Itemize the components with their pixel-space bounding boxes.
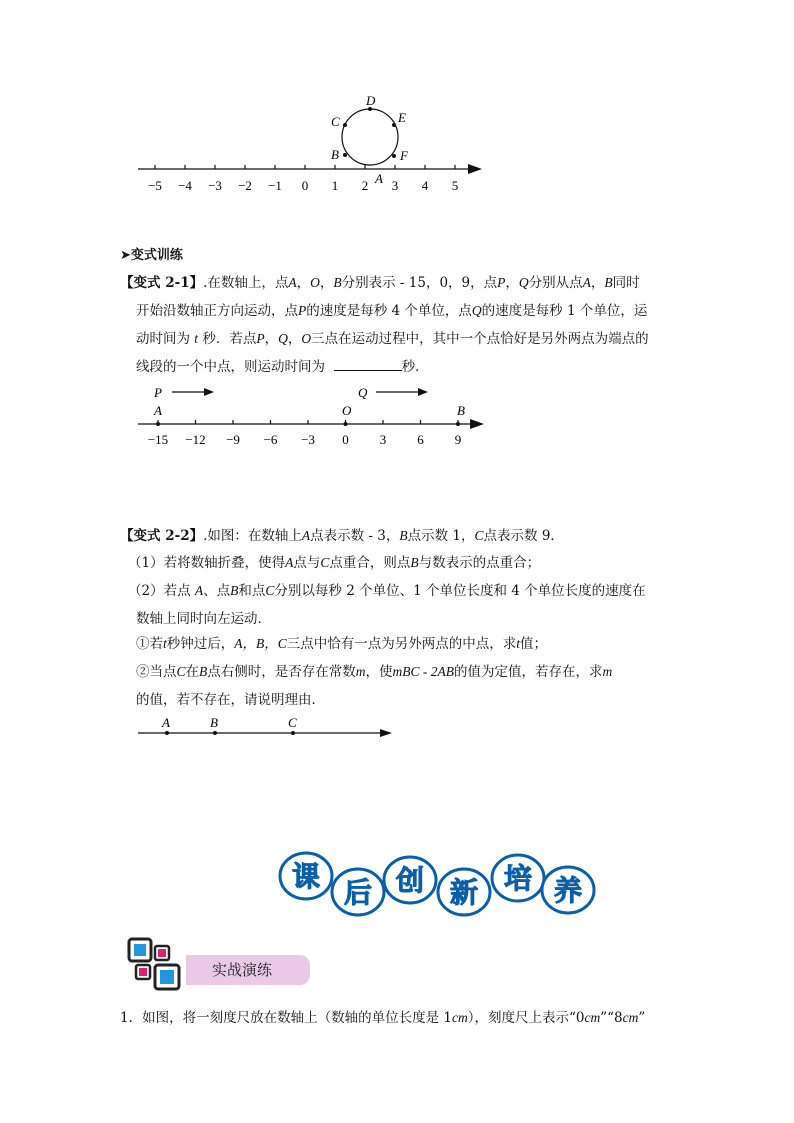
figure-circle-number-line <box>130 92 490 202</box>
section-title: 实战演练 <box>212 961 273 979</box>
label-b: B <box>331 147 339 162</box>
section-logo-icon <box>126 936 182 992</box>
point-c <box>291 731 295 735</box>
tick-point <box>156 422 160 426</box>
q21-line-4: 线段的一个中点，则运动时间为 秒． <box>136 359 429 375</box>
q21-line-3: 动时间为 t 秒．若点P，Q，O三点在运动过程中，其中一个点恰好是另外两点为端点的 <box>136 331 649 347</box>
banner-char: 养 <box>553 876 583 907</box>
point-c <box>343 123 347 127</box>
figure-pq-number-line <box>130 380 490 450</box>
label-a: A <box>375 171 383 186</box>
label-p: P <box>154 385 162 400</box>
circle <box>342 109 398 165</box>
tick-label: 9 <box>454 432 462 447</box>
q22-case-1: ①若t秒钟过后，A，B，C三点中恰有一点为另外两点的中点，求t值； <box>136 636 548 652</box>
tick-label: −5 <box>148 178 162 193</box>
tick-label: −6 <box>263 432 278 447</box>
tick-point <box>344 422 348 426</box>
banner-char: 新 <box>449 878 479 909</box>
point-f <box>392 154 396 158</box>
tick-label: 1 <box>331 178 339 193</box>
q22-case-2-line-2: 的值，若不存在，请说明理由． <box>136 692 325 708</box>
point-a <box>165 731 169 735</box>
tick-label: −12 <box>185 432 206 447</box>
point-e <box>392 123 396 127</box>
training-heading: ➤变式训练 <box>120 248 183 263</box>
q21-tag: 【变式 2-1】 <box>120 275 204 291</box>
figure-abc-number-line <box>130 712 400 742</box>
label-o: O <box>342 403 352 418</box>
axis-arrow <box>468 164 482 174</box>
q-arrow-head <box>418 388 428 396</box>
tick-label: −3 <box>301 432 315 447</box>
label-q: Q <box>358 385 368 400</box>
tick-point <box>456 422 460 426</box>
banner-char: 创 <box>395 866 425 897</box>
axis-arrow <box>470 419 484 429</box>
tick-label: 5 <box>451 178 459 193</box>
point-b <box>343 153 347 157</box>
tick-label: −1 <box>268 178 282 193</box>
answer-blank[interactable] <box>334 358 402 371</box>
label-c: C <box>331 114 340 129</box>
banner-after-class-innovation <box>278 840 598 930</box>
axis-arrow <box>380 729 392 737</box>
q22-part-1: （1）若将数轴折叠，使得A点与C点重合，则点B与数表示的点重合； <box>128 555 541 571</box>
label-b: B <box>457 403 465 418</box>
label-e: E <box>398 110 406 125</box>
q21-line-2: 开始沿数轴正方向运动，点P的速度是每秒 4 个单位，点Q的速度是每秒 1 个单位，运 <box>136 303 648 319</box>
tick-label: −9 <box>226 432 240 447</box>
banner-char: 培 <box>503 864 533 895</box>
label-a: A <box>162 715 170 730</box>
tick-label: −4 <box>178 178 192 193</box>
q22-line-1: 【变式 2-2】.如图：在数轴上A点表示数 - 3，B点示数 1，C点表示数 9． <box>120 528 564 544</box>
tick-label: 3 <box>379 432 387 447</box>
point-b <box>213 731 217 735</box>
tick-label: 0 <box>342 432 349 447</box>
banner-char: 后 <box>343 878 373 909</box>
banner-char: 课 <box>291 862 321 893</box>
p-arrow-head <box>204 388 214 396</box>
label-d: D <box>366 93 376 108</box>
q21-line-1: 【变式 2-1】.在数轴上，点A，O，B分别表示 - 15，0，9，点P，Q分别从点A，B同时 <box>120 275 640 291</box>
tick-label: −2 <box>238 178 252 193</box>
tick-label: 4 <box>421 178 429 193</box>
tick-label: 0 <box>301 178 309 193</box>
label-f: F <box>400 148 408 163</box>
tick-label: 6 <box>417 432 424 447</box>
tick-label: 3 <box>391 178 399 193</box>
q22-part-2: （2）若点 A、点B和点C分别以每秒 2 个单位、1 个单位长度和 4 个单位长度的速度在 <box>128 583 646 599</box>
tick-label: −3 <box>208 178 222 193</box>
tick-label: 2 <box>361 178 369 193</box>
q22-case-2: ②当点C在B点右侧时，是否存在常数m，使mBC - 2AB的值为定值，若存在，求m <box>136 664 613 680</box>
label-c: C <box>288 715 297 730</box>
label-b: B <box>210 715 218 730</box>
q22-expression: mBC - 2AB <box>392 664 455 679</box>
label-a: A <box>154 403 162 418</box>
q1-line-1: 1．如图，将一刻度尺放在数轴上（数轴的单位长度是 1cm），刻度尺上表示“0cm”“8cm” <box>120 1010 646 1026</box>
q22-tag: 【变式 2-2】 <box>120 528 204 544</box>
q22-part-2-line-2: 数轴上同时向左运动． <box>136 611 271 627</box>
tick-label: −15 <box>147 432 169 447</box>
